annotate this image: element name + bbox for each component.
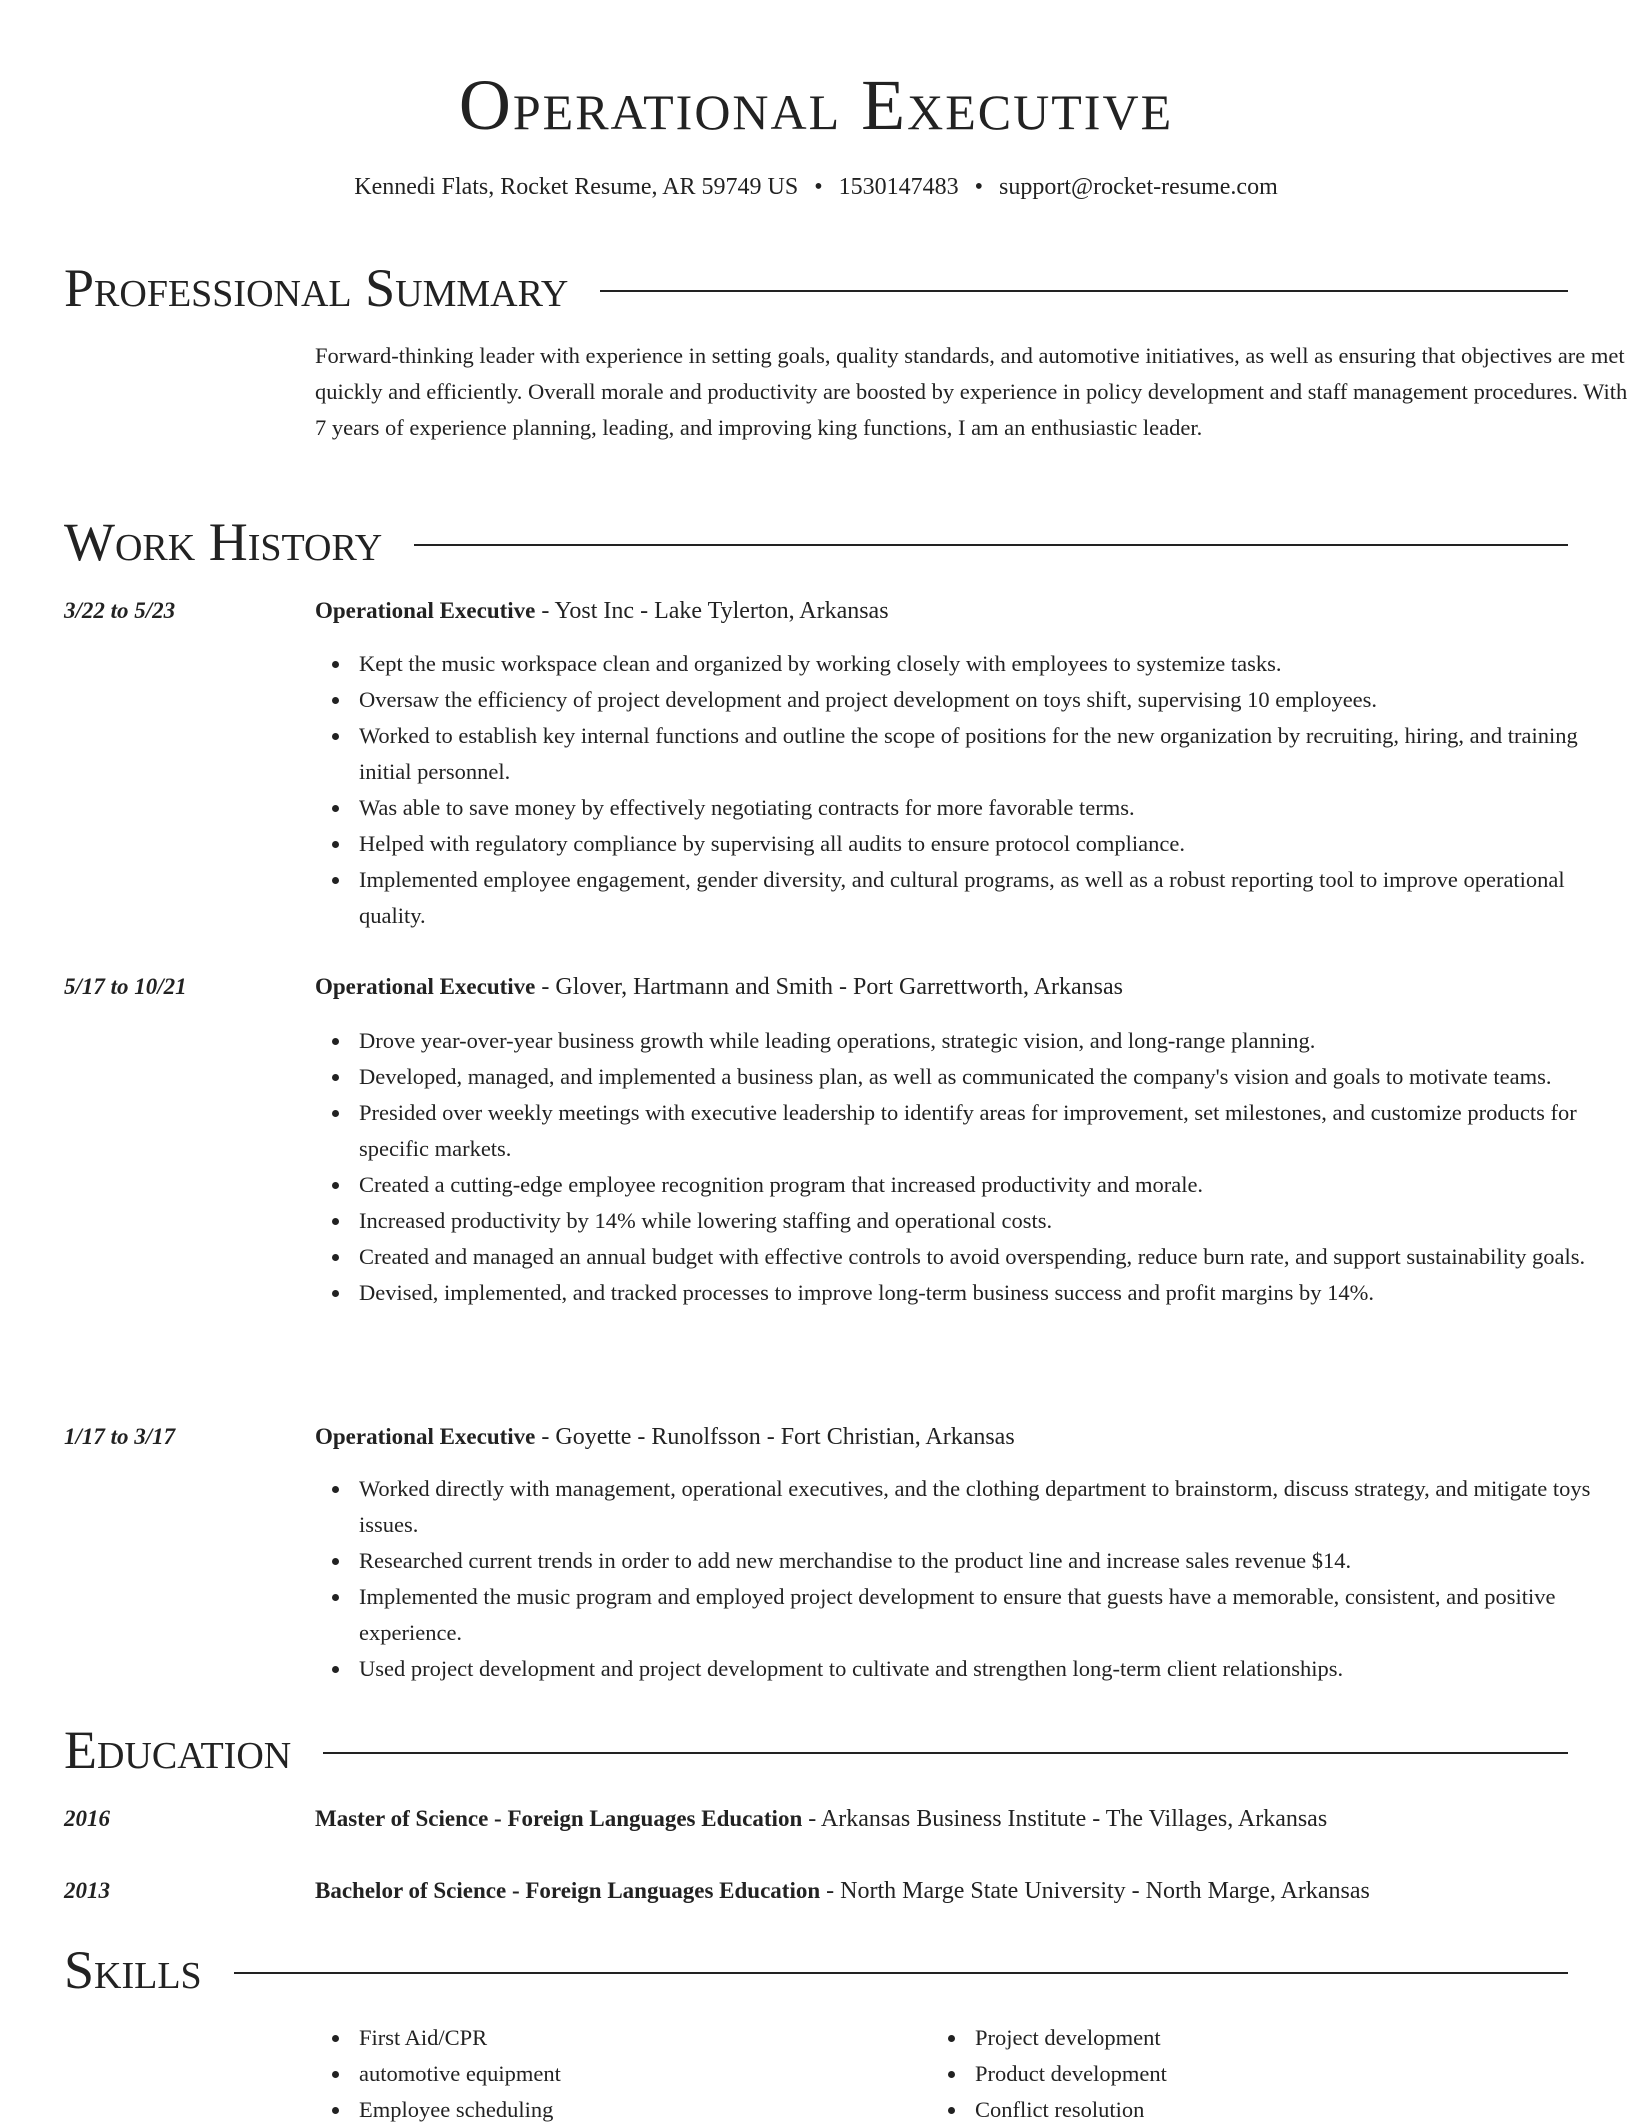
job-heading [315,593,1568,629]
summary-text: Forward-thinking leader with experience in setting goals, quality standards, and automotive initiatives, as well as ensuring that objectives are met quickly and efficiently. Overall morale and productivity are boosted by experience in policy development and staff management procedures. With 7 years of experience planning, leading, and improving king functions, I am an enthusiastic leader. [315,343,1628,440]
education-heading-line [315,1801,1568,1837]
skill-item: Conflict resolution [975,2092,1535,2128]
summary-section-header [64,258,1568,318]
education-degree: Master of Science - Foreign Languages Education [315,1806,803,1831]
job-heading [315,969,1568,1005]
job-bullet: Implemented the music program and employed project development to ensure that guests have a memorable, consistent, and positive experience. [359,1579,1612,1651]
job-bullets [315,1023,1612,1311]
skill-item: Project development [975,2020,1535,2056]
resume-page [64,0,1628,2122]
contact-separator: • [814,174,823,200]
skills-heading: Skills [64,1940,202,2000]
education-school: - Arkansas Business Institute - The Villages, Arkansas [802,1806,1328,1832]
job-bullet: Kept the music workspace clean and organized by working closely with employees to systemize tasks. [359,646,1612,682]
section-divider [600,290,1568,292]
work-heading: Work History [64,512,383,572]
contact-line [64,172,1568,202]
skills-section-header [64,1940,1568,2000]
job-bullet: Created and managed an annual budget with effective controls to avoid overspending, reduce burn rate, and support sustainability goals. [359,1239,1612,1275]
job-bullet: Presided over weekly meetings with executive leadership to identify areas for improvement, set milestones, and customize products for specific markets. [359,1095,1612,1167]
education-degree: Bachelor of Science - Foreign Languages Education [315,1878,821,1903]
job-bullet: Worked directly with management, operational executives, and the clothing department to brainstorm, discuss strategy, and mitigate toys issues. [359,1471,1612,1543]
section-divider [414,544,1568,546]
education-year: 2016 [64,1806,110,1831]
section-divider [234,1972,1568,1974]
skill-item: First Aid/CPR [359,2020,919,2056]
job-bullets [315,1471,1612,1687]
job-dates: 1/17 to 3/17 [64,1424,176,1449]
job-bullet: Used project development and project development to cultivate and strengthen long-term client relationships. [359,1651,1612,1687]
education-heading-line [315,1873,1568,1909]
job-bullet: Devised, implemented, and tracked processes to improve long-term business success and profit margins by 14%. [359,1275,1612,1311]
job-heading [315,1419,1568,1455]
contact-email: support@rocket-resume.com [999,174,1278,200]
job-bullet: Researched current trends in order to add new merchandise to the product line and increase sales revenue $14. [359,1543,1612,1579]
job-title: Operational Executive [315,1424,536,1449]
contact-separator: • [974,174,984,200]
job-bullet: Was able to save money by effectively negotiating contracts for more favorable terms. [359,790,1612,826]
contact-phone: 1530147483 [838,174,959,200]
section-divider [323,1752,1568,1754]
contact-address: Kennedi Flats, Rocket Resume, AR 59749 US [354,174,799,200]
job-employer: - Yost Inc - Lake Tylerton, Arkansas [535,598,889,624]
job-title: Operational Executive [315,598,536,623]
education-school: - North Marge State University - North Marge, Arkansas [820,1878,1370,1904]
job-bullet: Created a cutting-edge employee recognition program that increased productivity and morale. [359,1167,1612,1203]
job-bullet: Increased productivity by 14% while lowering staffing and operational costs. [359,1203,1612,1239]
job-bullet: Helped with regulatory compliance by supervising all audits to ensure protocol compliance. [359,826,1612,862]
job-bullet: Developed, managed, and implemented a business plan, as well as communicated the company's vision and goals to motivate teams. [359,1059,1612,1095]
education-year: 2013 [64,1878,110,1903]
work-section-header [64,512,1568,572]
resume-name: Operational Executive [458,65,1174,145]
job-bullet: Oversaw the efficiency of project development and project development on toys shift, supervising 10 employees. [359,682,1612,718]
skill-item: automotive equipment [359,2056,919,2092]
job-dates: 3/22 to 5/23 [64,598,176,623]
job-employer: - Glover, Hartmann and Smith - Port Garrettworth, Arkansas [535,974,1123,1000]
job-bullets [315,646,1612,934]
education-section-header [64,1720,1568,1780]
job-bullet: Drove year-over-year business growth while leading operations, strategic vision, and long-range planning. [359,1023,1612,1059]
job-bullet: Worked to establish key internal functions and outline the scope of positions for the new organization by recruiting, hiring, and training initial personnel. [359,718,1612,790]
skill-item: Product development [975,2056,1535,2092]
education-heading: Education [64,1720,292,1780]
job-bullet: Implemented employee engagement, gender diversity, and cultural programs, as well as a robust reporting tool to improve operational quality. [359,862,1612,934]
summary-heading: Professional Summary [64,258,569,318]
job-employer: - Goyette - Runolfsson - Fort Christian, Arkansas [535,1424,1015,1450]
job-dates: 5/17 to 10/21 [64,974,187,999]
job-title: Operational Executive [315,974,536,999]
skill-item: Employee scheduling [359,2092,919,2128]
